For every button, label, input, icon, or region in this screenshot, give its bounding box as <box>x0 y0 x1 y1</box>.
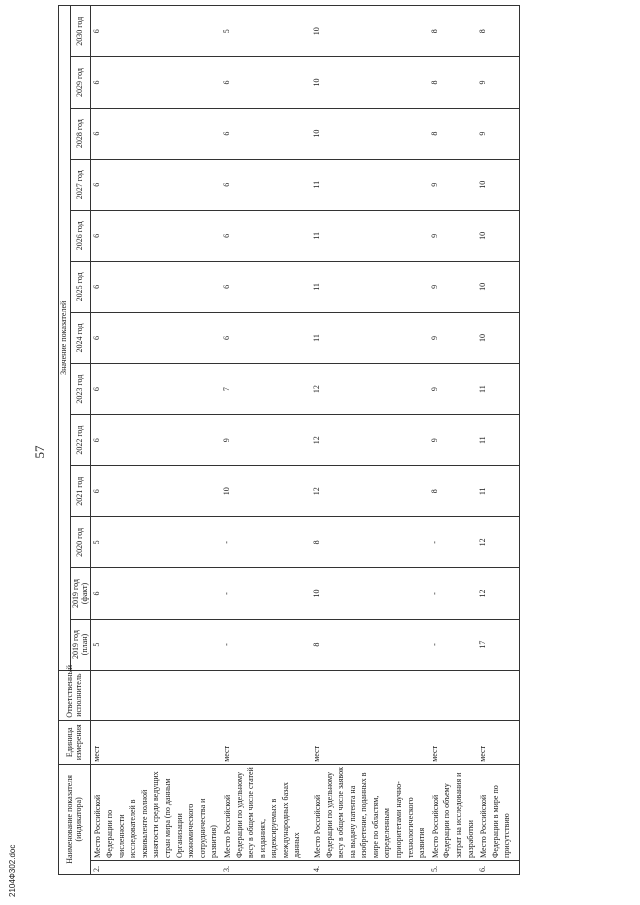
value-cell: 6 <box>91 261 221 312</box>
value-cell: 8 <box>477 6 520 57</box>
value-cell: 6 <box>221 261 311 312</box>
row-number: 3. <box>221 860 311 874</box>
responsible-value <box>429 670 477 720</box>
indicator-name: Место Российской Федерации по объему затрат на исследования и разработки <box>429 764 477 860</box>
indicator-name: Место Российской Федерации по удельному весу в общем числе статей в изданиях, индексируемых в международных базах данных <box>221 764 311 860</box>
header-year: 2026 год <box>70 210 91 261</box>
header-year: 2028 год <box>70 108 91 159</box>
value-cell: 10 <box>311 57 429 108</box>
value-cell: 9 <box>429 210 477 261</box>
value-cell: 8 <box>311 619 429 670</box>
unit-value: мест <box>477 720 520 764</box>
header-year: 2022 год <box>70 415 91 466</box>
page-number: 57 <box>32 445 47 459</box>
header-year: 2019 год (план) <box>70 619 91 670</box>
value-cell: 11 <box>311 159 429 210</box>
value-cell: 8 <box>429 57 477 108</box>
value-cell: 11 <box>477 466 520 517</box>
header-responsible: Ответственный исполнитель <box>59 670 91 720</box>
value-cell: 5 <box>91 517 221 568</box>
value-cell: 6 <box>221 312 311 363</box>
unit-value: мест <box>429 720 477 764</box>
value-cell: 11 <box>477 364 520 415</box>
value-cell: 6 <box>91 6 221 57</box>
row-number: 4. <box>311 860 429 874</box>
value-cell: 12 <box>311 466 429 517</box>
value-cell: 7 <box>221 364 311 415</box>
value-cell: 10 <box>477 312 520 363</box>
value-cell: 6 <box>91 312 221 363</box>
value-cell: 6 <box>221 159 311 210</box>
header-unit: Единица измерения <box>59 720 91 764</box>
header-year: 2029 год <box>70 57 91 108</box>
responsible-value <box>477 670 520 720</box>
value-cell: 10 <box>311 568 429 619</box>
header-values-group: Значение показателей <box>59 6 71 671</box>
value-cell: 10 <box>221 466 311 517</box>
value-cell: 12 <box>477 568 520 619</box>
header-year: 2027 год <box>70 159 91 210</box>
value-cell: 6 <box>221 108 311 159</box>
value-cell: 11 <box>477 415 520 466</box>
value-cell: 12 <box>477 517 520 568</box>
value-cell: 6 <box>91 466 221 517</box>
value-cell: 11 <box>311 312 429 363</box>
row-number: 2. <box>91 860 221 874</box>
table-row <box>221 6 311 875</box>
value-cell: 11 <box>311 261 429 312</box>
header-name: Наименование показателя (индикатора) <box>59 764 91 874</box>
header-year: 2024 год <box>70 312 91 363</box>
value-cell: 6 <box>91 568 221 619</box>
value-cell: 8 <box>311 517 429 568</box>
value-cell: 6 <box>221 210 311 261</box>
value-cell: 6 <box>91 159 221 210</box>
value-cell: 6 <box>91 415 221 466</box>
indicator-name: Место Российской Федерации по удельному весу в общем числе заявок на выдачу патента на изобретение, поданных в мире по областям, определенным приоритетами научно-технологического развития <box>311 764 429 860</box>
value-cell: 9 <box>221 415 311 466</box>
value-cell: 10 <box>477 210 520 261</box>
unit-value: мест <box>221 720 311 764</box>
value-cell: 9 <box>477 57 520 108</box>
table-header-row <box>59 6 71 875</box>
value-cell: 10 <box>311 108 429 159</box>
value-cell: 10 <box>477 159 520 210</box>
value-cell: 12 <box>311 364 429 415</box>
responsible-value <box>311 670 429 720</box>
table-row <box>429 6 477 875</box>
document-file-code: 2104Ф302.doc <box>8 844 17 897</box>
table-row <box>91 6 221 875</box>
value-cell: 12 <box>311 415 429 466</box>
unit-value: мест <box>311 720 429 764</box>
value-cell: 9 <box>429 415 477 466</box>
value-cell: 6 <box>91 210 221 261</box>
indicators-table <box>58 5 520 875</box>
header-year: 2023 год <box>70 364 91 415</box>
header-year: 2025 год <box>70 261 91 312</box>
value-cell: 6 <box>221 57 311 108</box>
value-cell: - <box>429 568 477 619</box>
value-cell: 5 <box>221 6 311 57</box>
header-year: 2030 год <box>70 6 91 57</box>
row-number: 6. <box>477 860 520 874</box>
header-year: 2021 год <box>70 466 91 517</box>
value-cell: 11 <box>311 210 429 261</box>
value-cell: 9 <box>477 108 520 159</box>
value-cell: 10 <box>311 6 429 57</box>
header-year: 2020 год <box>70 517 91 568</box>
value-cell: - <box>429 517 477 568</box>
table-row <box>477 6 520 875</box>
value-cell: 6 <box>91 108 221 159</box>
unit-value: мест <box>91 720 221 764</box>
header-year: 2019 год (факт) <box>70 568 91 619</box>
value-cell: 17 <box>477 619 520 670</box>
value-cell: 5 <box>91 619 221 670</box>
value-cell: - <box>221 619 311 670</box>
row-number: 5. <box>429 860 477 874</box>
value-cell: 8 <box>429 108 477 159</box>
value-cell: 9 <box>429 312 477 363</box>
responsible-value <box>91 670 221 720</box>
value-cell: - <box>221 517 311 568</box>
value-cell: - <box>429 619 477 670</box>
indicator-name: Место Российской Федерации по численности исследователей в эквиваленте полной занятости среди ведущих стран мира (по данным Организации экономического сотрудничества и развития) <box>91 764 221 860</box>
indicator-name: Место Российской Федерации в мире по присутствию <box>477 764 520 860</box>
table-row <box>311 6 429 875</box>
value-cell: 9 <box>429 261 477 312</box>
value-cell: 10 <box>477 261 520 312</box>
value-cell: 8 <box>429 6 477 57</box>
value-cell: 8 <box>429 466 477 517</box>
value-cell: - <box>221 568 311 619</box>
value-cell: 6 <box>91 57 221 108</box>
value-cell: 6 <box>91 364 221 415</box>
responsible-value <box>221 670 311 720</box>
value-cell: 9 <box>429 364 477 415</box>
value-cell: 9 <box>429 159 477 210</box>
